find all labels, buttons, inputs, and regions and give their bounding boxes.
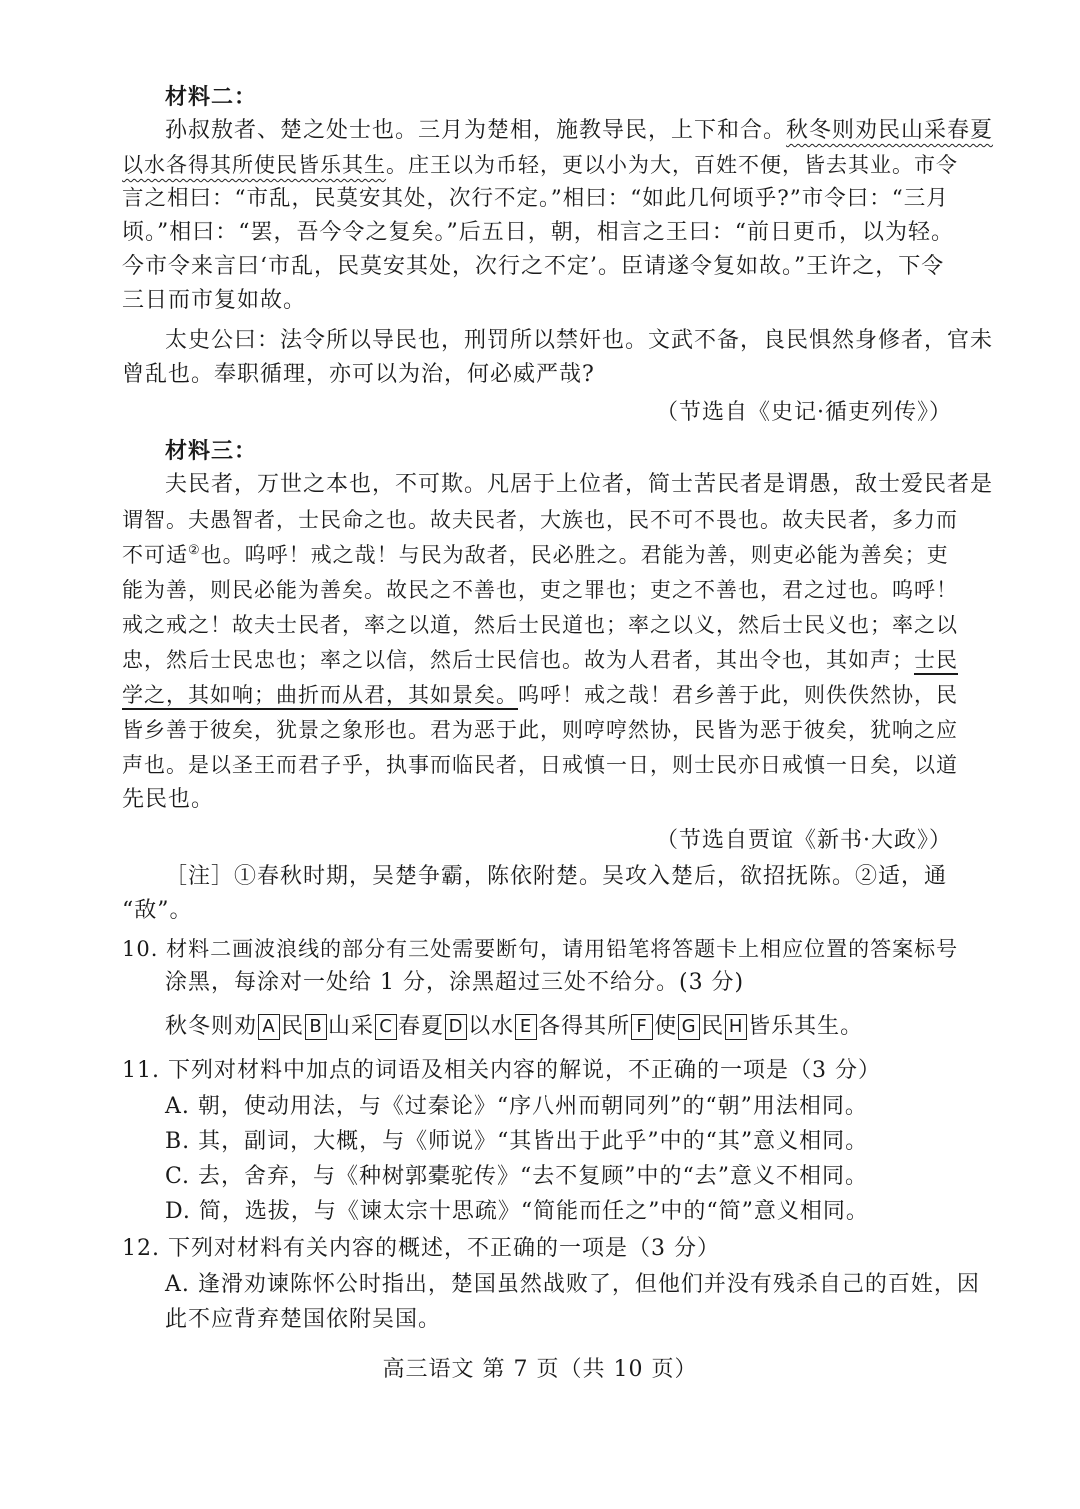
material3-line: 皆乡善于彼矣，犹景之象形也。君为恶于此，则哼哼然协，民皆为恶于彼矣，犹响之应: [122, 718, 958, 742]
text-span: 不可适: [122, 543, 188, 567]
answer-box-e[interactable]: E: [515, 1014, 537, 1040]
material2-source: （节选自《史记·循吏列传》）: [656, 400, 952, 425]
material2-comment-line: 太史公曰：法令所以导民也，刑罚所以禁奸也。文武不备，良民惧然身修者，官未: [165, 328, 994, 353]
segment-text: 秋冬则劝: [165, 1014, 258, 1039]
material2-line: 顷。”相曰：“罢，吾今令之复矣。”后五日，朝，相言之王曰：“前日更币，以为轻。: [122, 220, 954, 245]
segment-text: 各得其所: [538, 1014, 631, 1039]
option-a-continued: 此不应背弃楚国依附吴国。: [165, 1307, 442, 1332]
page-footer: 高三语文 第 7 页（共 10 页）: [382, 1357, 698, 1382]
question-number: 11.: [122, 1058, 160, 1083]
answer-box-d[interactable]: D: [445, 1014, 467, 1040]
text-span: 孙叔敖者、楚之处士也。三月为楚相，施教导民，上下和合。: [165, 118, 787, 143]
underlined-text: 学之，其如响；曲折而从君，其如景矣。: [122, 683, 518, 707]
segment-text: 以水: [468, 1014, 515, 1039]
answer-box-a[interactable]: A: [258, 1014, 280, 1040]
text-span: 。庄王以为币轻，更以小为大，百姓不便，皆去其业。市令: [386, 153, 958, 177]
material2-line: 三日而市复如故。: [122, 288, 307, 313]
option-b[interactable]: B. 其，副词，大概，与《师说》“其皆出于此乎”中的“其”意义相同。: [165, 1129, 869, 1154]
question-10-line2: 涂黑，每涂对一处给 1 分，涂黑超过三处不给分。(3 分): [165, 970, 745, 995]
question-stem: 下列对材料有关内容的概述，不正确的一项是（3 分）: [168, 1236, 720, 1261]
material3-line: [122, 645, 958, 675]
material3-line: 戒之戒之！故夫士民者，率之以道，然后士民道也；率之以义，然后士民义也；率之以: [122, 613, 958, 637]
segment-text: 使: [654, 1014, 678, 1039]
text-span: 呜呼！戒之哉！君乡善于此，则佚佚然协，民: [518, 683, 958, 707]
wavy-underlined-text: 秋冬则劝民山采春夏: [786, 118, 994, 143]
question-11: [122, 1056, 881, 1086]
material2-heading: 材料二：: [165, 84, 258, 110]
footnote-mark: ②: [188, 543, 201, 558]
material3-line: [122, 680, 958, 710]
option-d[interactable]: D. 简，选拔，与《谏太宗十思疏》“简能而任之”中的“简”意义相同。: [165, 1199, 869, 1224]
option-a[interactable]: A. 逢滑劝谏陈怀公时指出，楚国虽然战败了，但他们并没有残杀自己的百姓，因: [165, 1272, 980, 1297]
question-number: 10.: [122, 937, 159, 961]
material2-line: 今市令来言曰‘市乱，民莫安其处，次行之不定’。臣请遂令复如故。”王许之，下令: [122, 254, 945, 279]
material2-comment-line: 曾乱也。奉职循理，亦可以为治，何必威严哉?: [122, 362, 595, 387]
answer-box-b[interactable]: B: [305, 1014, 327, 1040]
option-a[interactable]: A. 朝，使动用法，与《过秦论》“序八州而朝同列”的“朝”用法相同。: [165, 1094, 868, 1119]
answer-box-h[interactable]: H: [725, 1014, 747, 1040]
text-span: 忠，然后士民忠也；率之以信，然后士民信也。故为人君者，其出令也，其如声；: [122, 648, 914, 672]
answer-box-g[interactable]: G: [678, 1014, 700, 1040]
material3-source: （节选自贾谊《新书·大政》）: [656, 828, 952, 853]
material3-line: 谓智。夫愚智者，士民命之也。故夫民者，大族也，民不可不畏也。故夫民者，多力而: [122, 508, 958, 532]
answer-box-f[interactable]: F: [631, 1014, 653, 1040]
material2-line: [165, 116, 993, 146]
material3-line: [122, 540, 949, 570]
material2-line: [122, 150, 958, 180]
material3-line: 夫民者，万世之本也，不可欺。凡居于上位者，简士苦民者是谓愚，敌士爱民者是: [165, 472, 994, 497]
text-span: 也。呜呼！戒之哉！与民为敌者，民必胜之。君能为善，则吏必能为善矣；吏: [200, 543, 949, 567]
underlined-text: 士民: [914, 648, 958, 672]
note-line: ［注］①春秋时期，吴楚争霸，陈依附楚。吴攻入楚后，欲招抚陈。②适，通: [165, 864, 948, 889]
material3-heading: 材料三：: [165, 438, 258, 464]
option-c[interactable]: C. 去，舍弃，与《种树郭橐驼传》“去不复顾”中的“去”意义不相同。: [165, 1164, 869, 1189]
segment-text: 春夏: [398, 1014, 445, 1039]
question-10: [122, 934, 958, 964]
material3-line: 声也。是以圣王而君子乎，执事而临民者，日戒慎一日，则士民亦日戒慎一日矣，以道: [122, 753, 958, 777]
material3-line: 先民也。: [122, 787, 215, 812]
segment-text: 皆乐其生。: [748, 1014, 864, 1039]
question-12: [122, 1234, 720, 1264]
wavy-underlined-text: 以水各得其所使民皆乐其生: [122, 153, 386, 177]
material2-line: 言之相曰：“市乱，民莫安其处，次行不定。”相曰：“如此几何顷乎?”市令曰：“三月: [122, 186, 949, 211]
answer-box-c[interactable]: C: [375, 1014, 397, 1040]
question-number: 12.: [122, 1236, 160, 1261]
segment-text: 民: [701, 1014, 725, 1039]
segment-text: 山采: [328, 1014, 375, 1039]
question-stem: 下列对材料中加点的词语及相关内容的解说，不正确的一项是（3 分）: [168, 1058, 881, 1083]
note-line: “敌”。: [122, 898, 193, 923]
answer-boxes-row: [165, 1012, 863, 1042]
segment-text: 民: [281, 1014, 305, 1039]
question-stem: 材料二画波浪线的部分有三处需要断句，请用铅笔将答题卡上相应位置的答案标号: [166, 937, 959, 961]
material3-line: 能为善，则民必能为善矣。故民之不善也，吏之罪也；吏之不善也，君之过也。呜呼！: [122, 578, 958, 602]
